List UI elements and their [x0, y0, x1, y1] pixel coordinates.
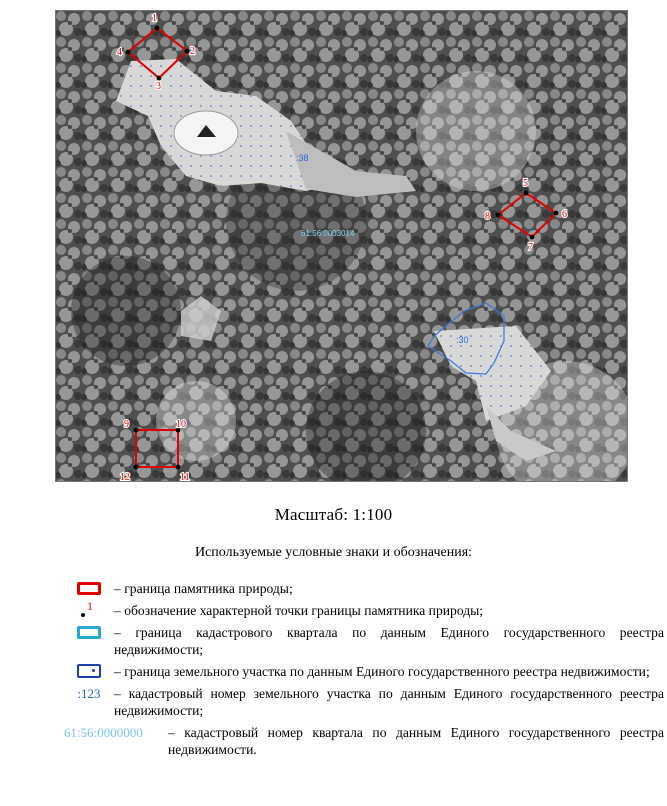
point-label-9: 9	[124, 419, 129, 430]
legend-text-quarter-boundary: – граница кадастрового квартала по данным Единого государственного реестра недвижимости;	[114, 625, 664, 657]
legend-item-quarter-number	[58, 724, 664, 758]
legend-text-parcel-number: – кадастровый номер земельного участка по данным Единого государственного реестра недвижимости;	[114, 686, 664, 718]
red-rectangle-icon	[77, 582, 101, 595]
legend-symbol-blue-rectangle	[70, 663, 108, 679]
legend-item-parcel-number	[58, 685, 664, 719]
point-icon-label: 1	[87, 599, 93, 613]
point-label-1: 1	[152, 13, 157, 24]
point-label-8: 8	[485, 211, 490, 222]
legend-symbol-cyan-rectangle	[70, 624, 108, 640]
legend-item-parcel-boundary	[58, 663, 664, 680]
parcel-number-sample: :123	[77, 685, 101, 701]
point-label-11: 11	[180, 472, 190, 482]
point-icon	[79, 599, 99, 618]
legend	[58, 580, 664, 763]
point-label-7: 7	[528, 242, 533, 253]
legend-symbol-point	[70, 599, 108, 618]
legend-text-boundary-point: – обозначение характерной точки границы памятника природы;	[114, 603, 484, 618]
cyan-rectangle-icon	[77, 626, 101, 639]
legend-symbol-red-rectangle	[70, 580, 108, 596]
quarter-label: 61:56:0003014	[301, 229, 355, 238]
point-label-5: 5	[523, 178, 528, 189]
legend-title: Используемые условные знаки и обозначения:	[194, 545, 473, 560]
scale-text: Масштаб: 1:100	[274, 505, 393, 524]
point-label-10: 10	[176, 419, 186, 430]
legend-text-quarter-number: – кадастровый номер квартала по данным Единого государственного реестра недвижимости.	[168, 725, 664, 757]
legend-item-monument-boundary	[58, 580, 664, 597]
legend-text-parcel-boundary: – граница земельного участка по данным Единого государственного реестра недвижимости;	[114, 664, 650, 679]
legend-item-quarter-boundary	[58, 624, 664, 658]
point-label-3: 3	[156, 81, 161, 92]
legend-symbol-parcel-number	[70, 685, 108, 701]
parcel-label-1: :38	[296, 153, 309, 163]
point-label-12: 12	[120, 472, 130, 482]
map-svg	[56, 11, 628, 482]
aerial-map	[55, 10, 628, 482]
legend-item-boundary-point	[58, 599, 664, 619]
legend-symbol-quarter-number	[64, 724, 162, 740]
parcel-label-2: :30	[456, 335, 469, 345]
point-label-4: 4	[117, 47, 122, 58]
blue-rectangle-icon	[77, 664, 101, 678]
quarter-number-sample: 61:56:0000000	[64, 724, 143, 740]
legend-text-monument-boundary: – граница памятника природы;	[114, 581, 293, 596]
point-label-2: 2	[190, 46, 195, 57]
point-label-6: 6	[562, 209, 567, 220]
